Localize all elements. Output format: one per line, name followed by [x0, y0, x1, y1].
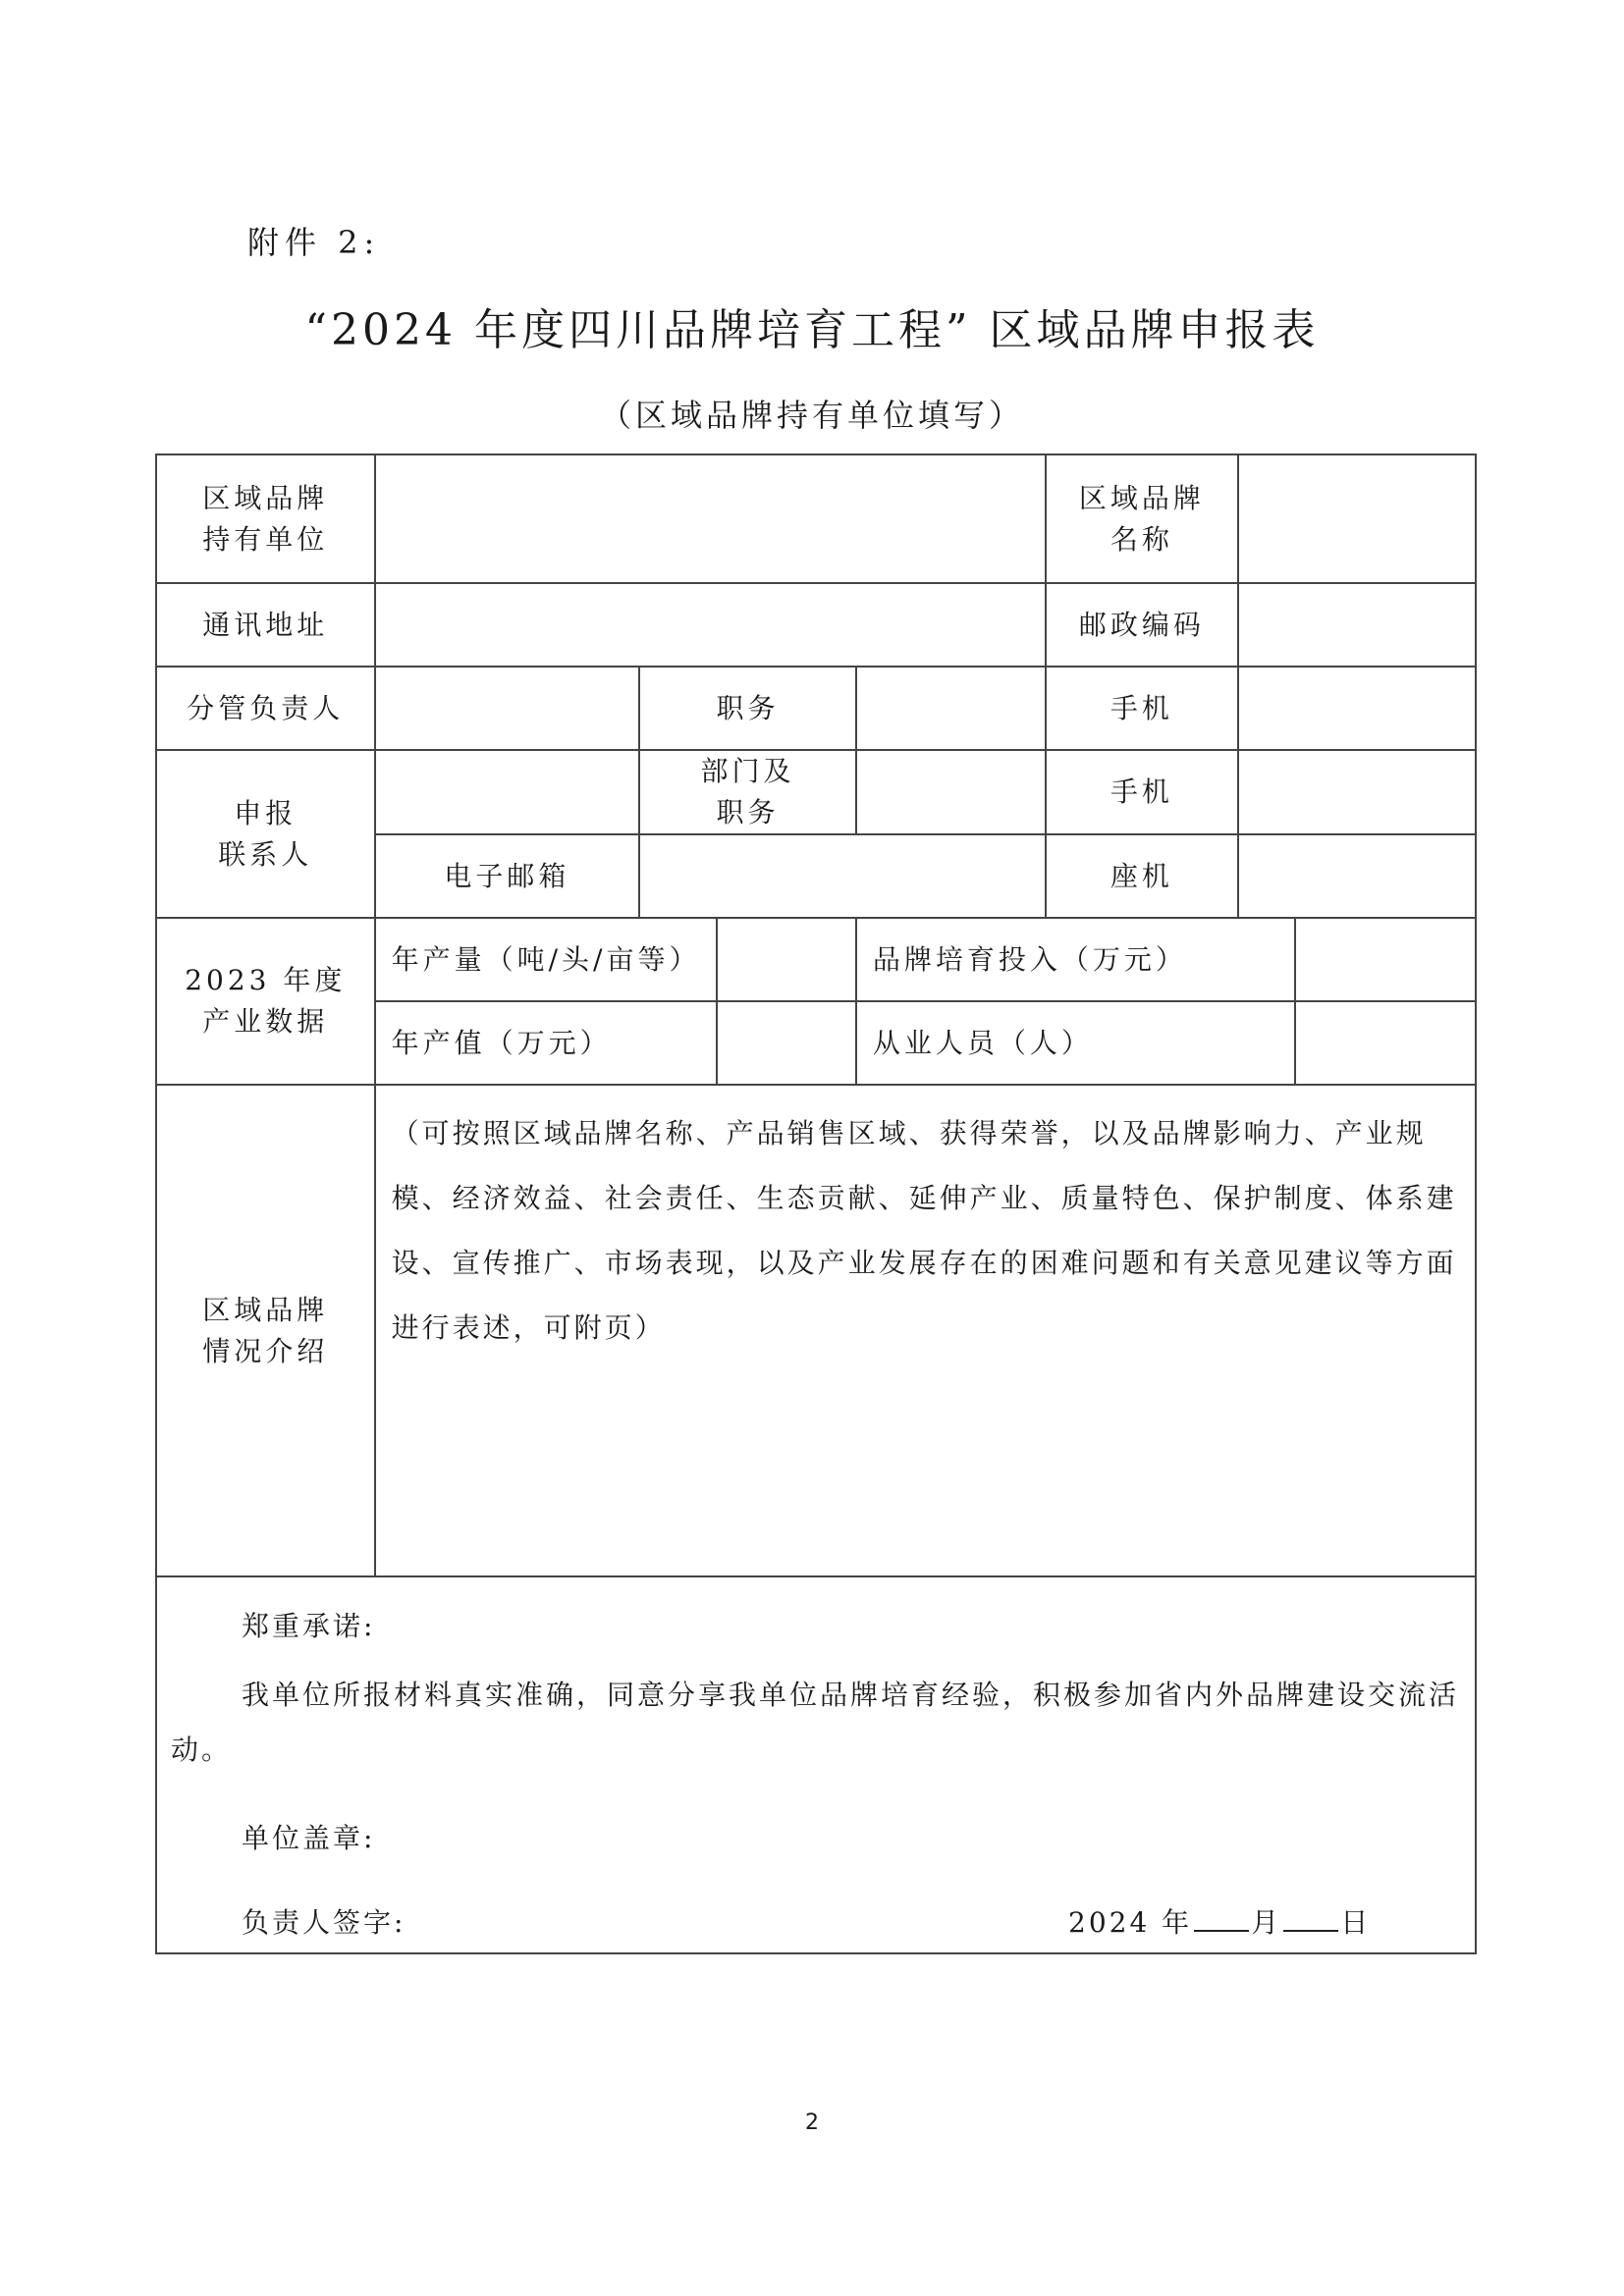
manager-label: 分管负责人 [156, 667, 375, 750]
date-month: 月 [1251, 1906, 1282, 1939]
contact-mobile-field[interactable] [1238, 750, 1476, 834]
address-field[interactable] [375, 583, 1046, 667]
dept-label: 部门及 职务 [639, 750, 856, 834]
holder-unit-label: 区域品牌 持有单位 [156, 454, 375, 583]
annual-value-field[interactable] [717, 1001, 856, 1085]
industry-data-label: 2023 年度 产业数据 [156, 918, 375, 1085]
pledge-section [156, 1576, 1476, 1953]
table-row [156, 918, 1476, 1001]
manager-field[interactable] [375, 667, 640, 750]
annual-value-label: 年产值（万元） [375, 1001, 717, 1085]
page-subtitle: （区域品牌持有单位填写） [599, 397, 1024, 434]
application-form-table [155, 454, 1477, 1954]
pledge-body: 我单位所报材料真实准确，同意分享我单位品牌培育经验，积极参加省内外品牌建设交流活动。 [171, 1679, 1460, 1766]
annual-output-field[interactable] [717, 918, 856, 1001]
table-row [156, 667, 1476, 750]
employees-label: 从业人员（人） [856, 1001, 1295, 1085]
signature-label: 负责人签字: [242, 1906, 406, 1939]
annual-output-label: 年产量（吨/头/亩等） [375, 918, 717, 1001]
month-blank[interactable] [1194, 1900, 1249, 1932]
table-row [156, 1085, 1476, 1576]
brand-name-field[interactable] [1238, 454, 1476, 583]
brand-investment-label: 品牌培育投入（万元） [856, 918, 1295, 1001]
date-year: 2024 年 [1068, 1906, 1193, 1939]
landline-label: 座机 [1046, 834, 1238, 918]
date-line [1068, 1896, 1371, 1950]
contact-label: 申报 联系人 [156, 750, 375, 918]
unit-seal-label: 单位盖章: [242, 1822, 376, 1854]
date-day: 日 [1340, 1906, 1372, 1939]
table-row [156, 1576, 1476, 1953]
email-label: 电子邮箱 [375, 834, 640, 918]
address-label: 通讯地址 [156, 583, 375, 667]
brand-name-label: 区域品牌 名称 [1046, 454, 1238, 583]
postcode-field[interactable] [1238, 583, 1476, 667]
email-field[interactable] [639, 834, 1046, 918]
table-row [156, 454, 1476, 583]
position-label: 职务 [639, 667, 856, 750]
contact-name-field[interactable] [375, 750, 640, 834]
pledge-heading: 郑重承诺: [242, 1610, 376, 1642]
page-title: “2024 年度四川品牌培育工程” 区域品牌申报表 [304, 305, 1320, 355]
postcode-label: 邮政编码 [1046, 583, 1238, 667]
table-row [156, 750, 1476, 834]
position-field[interactable] [856, 667, 1046, 750]
employees-field[interactable] [1295, 1001, 1476, 1085]
table-row [156, 583, 1476, 667]
dept-field[interactable] [856, 750, 1046, 834]
mobile-label: 手机 [1046, 667, 1238, 750]
page-number: 2 [805, 2110, 819, 2135]
mobile-field[interactable] [1238, 667, 1476, 750]
brand-intro-field[interactable]: （可按照区域品牌名称、产品销售区域、获得荣誉，以及品牌影响力、产业规模、经济效益、社会责任、生态贡献、延伸产业、质量特色、保护制度、体系建设、宣传推广、市场表现，以及产业发展存在的困难问题和有关意见建议等方面进行表述，可附页） [375, 1085, 1476, 1576]
contact-mobile-label: 手机 [1046, 750, 1238, 834]
signature-line [171, 1896, 1461, 1950]
day-blank[interactable] [1283, 1900, 1338, 1932]
brand-investment-field[interactable] [1295, 918, 1476, 1001]
landline-field[interactable] [1238, 834, 1476, 918]
brand-intro-label: 区域品牌 情况介绍 [156, 1085, 375, 1576]
holder-unit-field[interactable] [375, 454, 1046, 583]
attachment-label: 附件 2: [247, 224, 381, 261]
